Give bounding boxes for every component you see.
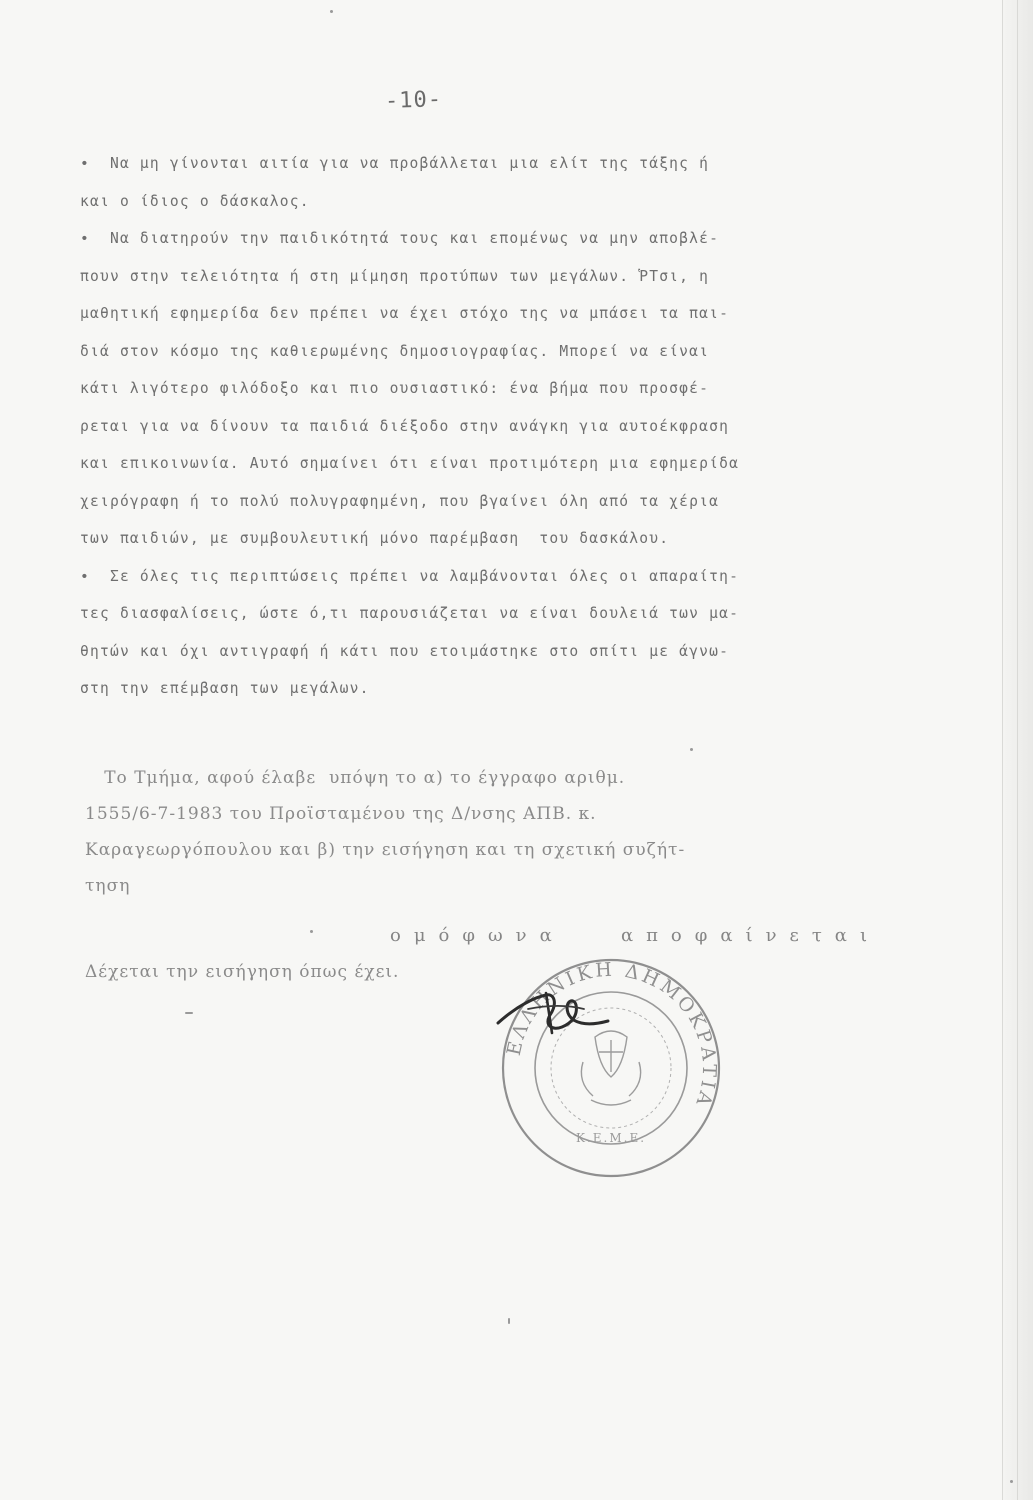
typed-line: και ο ίδιος ο δάσκαλος. bbox=[80, 192, 310, 210]
paper-speck bbox=[1010, 1480, 1013, 1483]
paper-speck bbox=[508, 1318, 510, 1324]
decision-line: Το Τμήμα, αφού έλαβε υπόψη το α) το έγγραφο αριθμ. bbox=[85, 768, 626, 788]
typed-line: • Να διατηρούν την παιδικότητά τους και επομένως να μην αποβλέ- bbox=[80, 230, 720, 247]
handwritten-signature bbox=[488, 975, 628, 1045]
typed-line: στη την επέμβαση των μεγάλων. bbox=[80, 680, 370, 697]
paper-speck bbox=[330, 10, 333, 13]
typed-line: ρεται για να δίνουν τα παιδιά διέξοδο στην ανάγκη για αυτοέκφραση bbox=[80, 417, 730, 435]
typed-line: μαθητική εφημερίδα δεν πρέπει να έχει στόχο της να μπάσει τα παι- bbox=[80, 305, 730, 322]
typed-line: • Να μη γίνονται αιτία για να προβάλλεται μια ελίτ της τάξης ή bbox=[80, 155, 710, 172]
typed-line: • Σε όλες τις περιπτώσεις πρέπει να λαμβάνονται όλες οι απαραίτη- bbox=[80, 567, 740, 585]
paper-speck bbox=[690, 748, 693, 751]
typed-line: χειρόγραφη ή το πολύ πολυγραφημένη, που βγαίνει όλη από τα χέρια bbox=[80, 492, 720, 510]
decides-label: αποφαίνεται bbox=[620, 925, 881, 946]
page-number: -10- bbox=[384, 87, 443, 114]
paper-speck bbox=[310, 930, 313, 933]
typed-line: και επικοινωνία. Αυτό σημαίνει ότι είναι προτιμότερη μια εφημερίδα bbox=[80, 455, 740, 472]
unanimous-label: ομόφωνα bbox=[390, 925, 565, 946]
stamp-inner-text: Κ.Ε.Μ.Ε. bbox=[575, 1131, 647, 1145]
page-edge bbox=[1002, 0, 1033, 1500]
decision-paragraph bbox=[85, 760, 905, 904]
decision-line: 1555/6-7-1983 του Προϊσταμένου της Δ/νσης ΑΠΒ. κ. bbox=[85, 804, 597, 824]
typed-line: τες διασφαλίσεις, ώστε ό,τι παρουσιάζεται να είναι δουλειά των μα- bbox=[80, 605, 740, 622]
paper-speck bbox=[185, 1012, 193, 1014]
stamp-outer-text: ΕΛΛΗΝΙΚΗ ΔΗΜΟΚΡΑΤΙΑ bbox=[502, 958, 721, 1112]
typed-line: διά στον κόσμο της καθιερωμένης δημοσιογραφίας. Μπορεί να είναι bbox=[80, 342, 710, 360]
typed-body-text bbox=[80, 145, 880, 708]
decision-line: τηση bbox=[85, 876, 131, 896]
acceptance-line: Δέχεται την εισήγηση όπως έχει. bbox=[85, 962, 400, 982]
decision-line: Καραγεωργόπουλου και β) την εισήγηση και τη σχετική συζήτ- bbox=[85, 840, 686, 860]
typed-line: των παιδιών, με συμβουλευτική μόνο παρέμβαση του δασκάλου. bbox=[80, 530, 670, 547]
typed-line: κάτι λιγότερο φιλόδοξο και πιο ουσιαστικό: ένα βήμα που προσφέ- bbox=[80, 380, 710, 397]
decision-heading bbox=[390, 925, 880, 946]
typed-line: πουν στην τελειότητα ή στη μίμηση προτύπων των μεγάλων. ῬΤσι, η bbox=[80, 267, 710, 285]
typed-line: θητών και όχι αντιγραφή ή κάτι που ετοιμάστηκε στο σπίτι με άγνω- bbox=[80, 642, 730, 660]
